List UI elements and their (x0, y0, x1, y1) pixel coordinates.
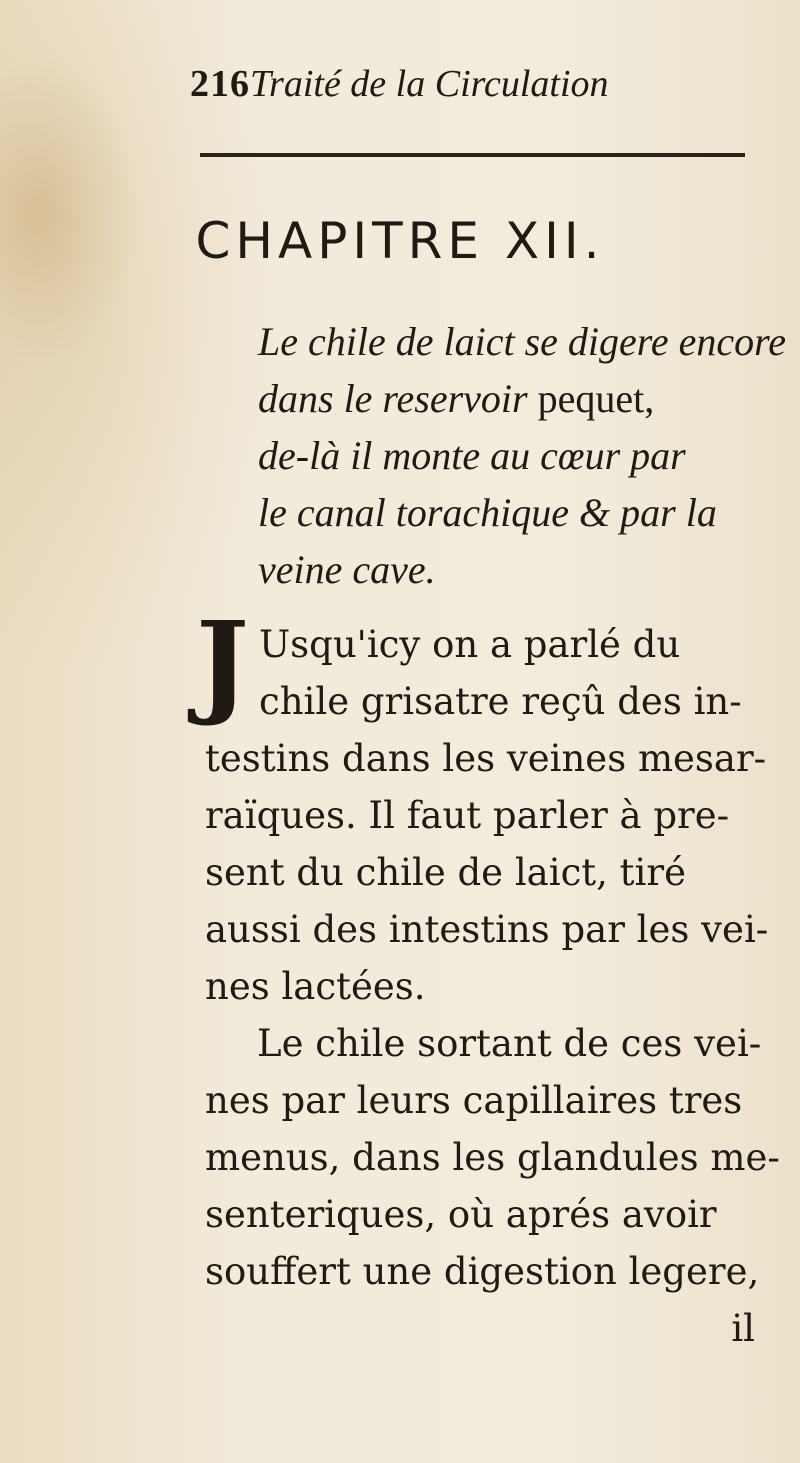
drop-cap: J (196, 598, 249, 729)
body-line: chile grisatre reçû des in- (259, 680, 742, 723)
summary-line (258, 375, 798, 432)
body-line: senteriques, où aprés avoir (205, 1193, 717, 1236)
header-rule (200, 153, 745, 157)
body-line: nes par leurs capillaires tres (205, 1079, 743, 1122)
catchword: il (731, 1307, 755, 1350)
chapter-title: CHAPITRE XII. (195, 212, 605, 270)
body-line: sent du chile de laict, tiré (205, 851, 686, 894)
body-text (205, 616, 785, 1357)
body-line: souffert une digestion legere, (205, 1250, 760, 1293)
summary-line: de-là il monte au cœur par (258, 433, 686, 478)
body-line: Usqu'icy on a parlé du (259, 623, 681, 666)
body-line: nes lactées. (205, 965, 426, 1008)
summary-line: Le chile de laict se digere encore (258, 319, 786, 364)
summary-line-italic: dans le reservoir (258, 376, 528, 421)
chapter-summary (258, 318, 798, 603)
body-line: aussi des intestins par les vei- (205, 908, 769, 951)
body-line: Le chile sortant de ces vei- (257, 1022, 762, 1065)
summary-line: veine cave. (258, 547, 436, 592)
body-line: raïques. Il faut parler à pre- (205, 794, 730, 837)
summary-line: le canal torachique & par la (258, 490, 717, 535)
body-line: testins dans les veines mesar- (205, 737, 767, 780)
body-line: menus, dans les glandules me- (205, 1136, 780, 1179)
page-number: 216 (190, 63, 250, 105)
running-header (190, 62, 750, 112)
summary-line-roman: pequet, (537, 376, 655, 421)
running-title: Traité de la Circulation (250, 63, 609, 105)
